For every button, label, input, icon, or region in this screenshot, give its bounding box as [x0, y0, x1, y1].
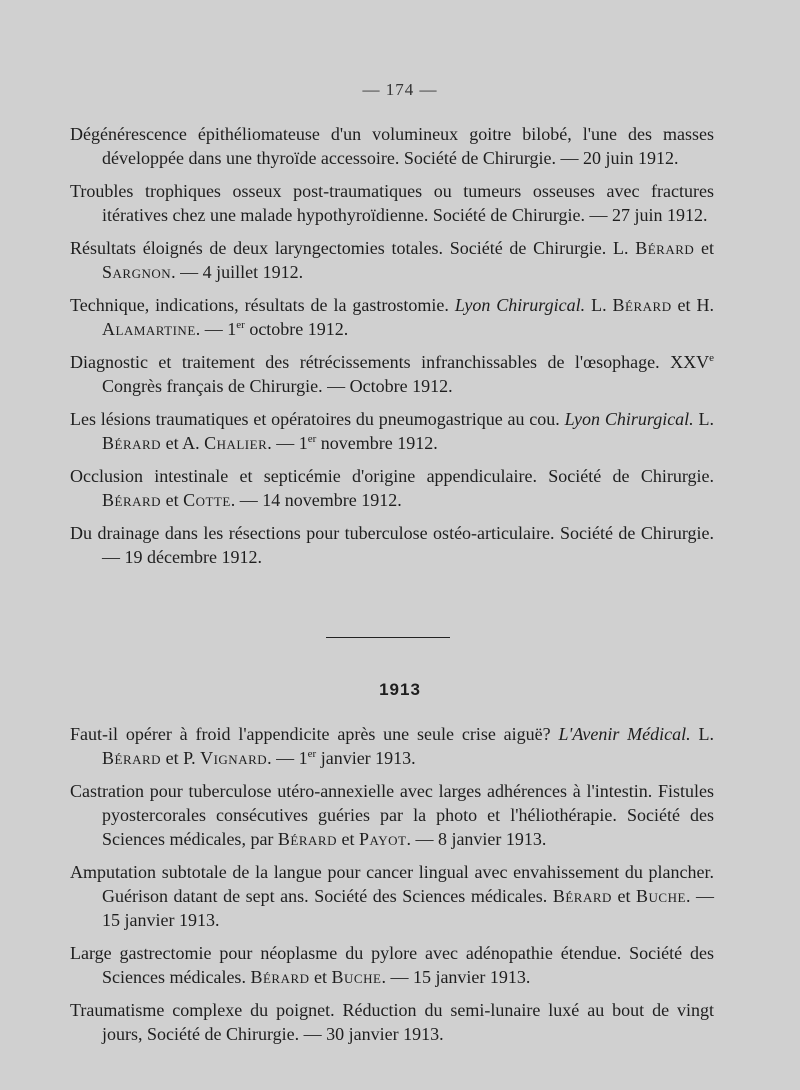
- bibliography-entry: [62, 941, 714, 989]
- author-name: Sargnon: [102, 262, 172, 282]
- entry-text: . — 15 janvier 1913.: [381, 967, 531, 987]
- entry-text: L.: [585, 295, 613, 315]
- entry-text: et: [611, 886, 637, 906]
- entries-1913: [62, 722, 714, 1055]
- superscript: e: [709, 352, 714, 364]
- entry-text: et H.: [671, 295, 714, 315]
- entry-text: et: [309, 967, 332, 987]
- bibliography-entry: [62, 998, 714, 1046]
- year-heading: 1913: [379, 680, 421, 699]
- entry-text: . — 14 novembre 1912.: [230, 490, 402, 510]
- journal-title: Lyon Chirurgical.: [564, 409, 694, 429]
- entry-text: Dégénérescence épithéliomateuse d'un volumineux goitre bilobé, l'une des masses développée dans une thyroïde accessoire. Société de Chirurgie. — 20 juin 1912.: [70, 124, 714, 168]
- author-name: Bérard: [102, 748, 162, 768]
- author-name: Payot: [359, 829, 407, 849]
- bibliography-entry: [62, 521, 714, 569]
- entry-text: et: [161, 490, 184, 510]
- bibliography-entry: [62, 179, 714, 227]
- entry-text: Castration pour tuberculose utéro-annexielle avec larges adhérences à l'intestin. Fistules pyostercorales consécutives guéries par la photo et l'héliothérapie. Société des Sciences médicales, par: [70, 781, 714, 849]
- bibliography-entry: [62, 236, 714, 284]
- entry-text: L.: [693, 409, 714, 429]
- entry-text: L.: [690, 724, 714, 744]
- section-divider: [326, 637, 450, 638]
- author-name: Chalier: [204, 433, 268, 453]
- journal-title: L'Avenir Médical.: [558, 724, 691, 744]
- entry-text: . — 4 juillet 1912.: [171, 262, 304, 282]
- author-name: Bérard: [102, 433, 162, 453]
- bibliography-entry: [62, 293, 714, 341]
- entry-text: . — 1: [195, 319, 237, 339]
- entry-text: Technique, indications, résultats de la gastrostomie.: [70, 295, 455, 315]
- entry-text: janvier 1913.: [316, 748, 416, 768]
- entry-text: et: [337, 829, 359, 849]
- entry-text: . — 8 janvier 1913.: [406, 829, 547, 849]
- bibliography-entry: [62, 779, 714, 851]
- superscript: er: [236, 319, 245, 331]
- entry-text: et P.: [161, 748, 201, 768]
- entries-1912: [62, 122, 714, 578]
- entry-text: Les lésions traumatiques et opératoires du pneumogastrique au cou.: [70, 409, 565, 429]
- author-name: Buche: [331, 967, 382, 987]
- bibliography-entry: [62, 407, 714, 455]
- journal-title: Lyon Chirurgical.: [454, 295, 586, 315]
- author-name: Bérard: [612, 295, 672, 315]
- bibliography-entry: [62, 860, 714, 932]
- superscript: er: [307, 433, 317, 445]
- entry-text: . — 1: [267, 433, 308, 453]
- entry-text: Occlusion intestinale et septicémie d'origine appendiculaire. Société de Chirurgie.: [70, 466, 714, 486]
- entry-text: Traumatisme complexe du poignet. Réduction du semi-lunaire luxé au bout de vingt jours, Société de Chirurgie. — 30 janvier 1913.: [70, 1000, 714, 1044]
- author-name: Alamartine: [102, 319, 196, 339]
- entry-text: Résultats éloignés de deux laryngectomies totales. Société de Chirurgie. L.: [70, 238, 636, 258]
- entry-text: et A.: [161, 433, 205, 453]
- entry-text: Congrès français de Chirurgie. — Octobre 1912.: [102, 376, 453, 396]
- entry-text: Faut-il opérer à froid l'appendicite après une seule crise aiguë?: [70, 724, 559, 744]
- entry-text: Large gastrectomie pour néoplasme du pylore avec adénopathie étendue. Société des Sciences médicales.: [70, 943, 714, 987]
- entry-text: Troubles trophiques osseux post-traumatiques ou tumeurs osseuses avec fractures itératives chez une malade hypothyroïdienne. Société de Chirurgie. — 27 juin 1912.: [70, 181, 714, 225]
- entry-text: . — 1: [267, 748, 308, 768]
- page-number: — 174 —: [362, 80, 438, 99]
- bibliography-entry: [62, 722, 714, 770]
- bibliography-entry: [62, 122, 714, 170]
- entry-text: Diagnostic et traitement des rétrécissements infranchissables de l'œsophage. XXV: [70, 352, 710, 372]
- author-name: Bérard: [102, 490, 162, 510]
- bibliography-entry: [62, 350, 714, 398]
- author-name: Bérard: [635, 238, 695, 258]
- entry-text: novembre 1912.: [316, 433, 438, 453]
- author-name: Buche: [636, 886, 686, 906]
- author-name: Vignard: [200, 748, 268, 768]
- entry-text: octobre 1912.: [244, 319, 349, 339]
- author-name: Cotte: [183, 490, 231, 510]
- author-name: Bérard: [250, 967, 310, 987]
- entry-text: Amputation subtotale de la langue pour cancer lingual avec envahissement du plancher. Guérison datant de sept ans. Société des Sciences médicales.: [70, 862, 714, 906]
- author-name: Bérard: [277, 829, 337, 849]
- author-name: Bérard: [552, 886, 612, 906]
- entry-text: et: [694, 238, 714, 258]
- bibliography-entry: [62, 464, 714, 512]
- entry-text: Du drainage dans les résections pour tuberculose ostéo-articulaire. Société de Chirurgie. — 19 décembre 1912.: [70, 523, 714, 567]
- superscript: er: [307, 748, 317, 760]
- entry-text: . — 15 janvier 1913.: [102, 886, 714, 930]
